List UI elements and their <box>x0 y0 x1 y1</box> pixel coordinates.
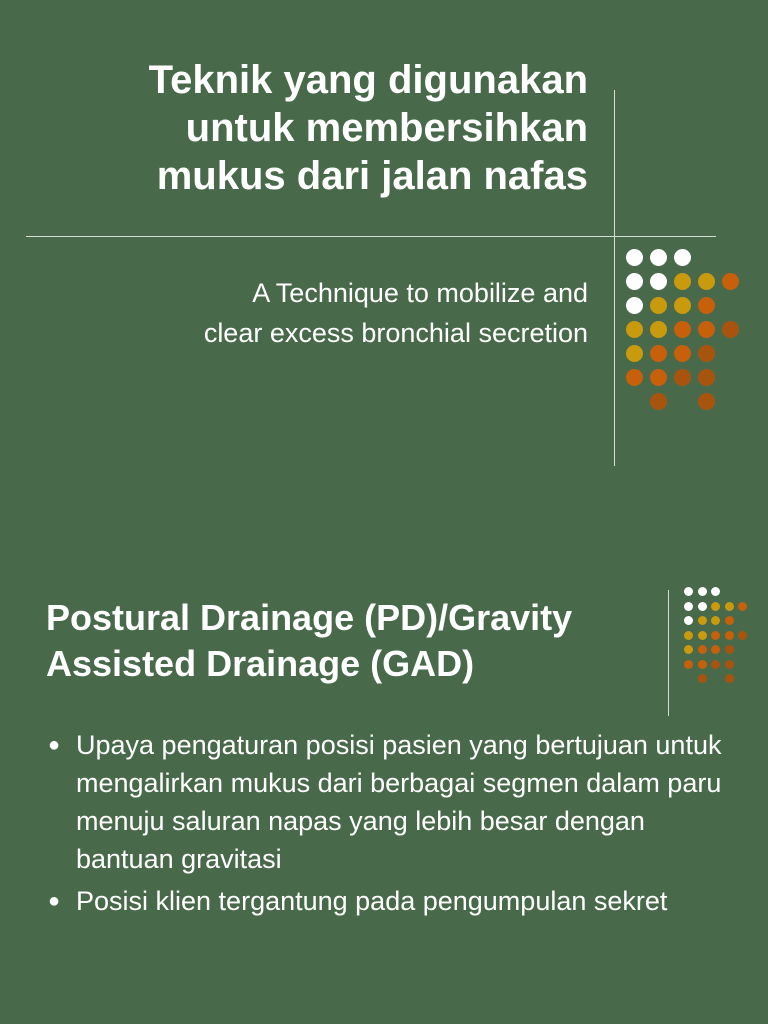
subtitle-line: clear excess bronchial secretion <box>203 318 588 348</box>
decorative-dot <box>698 345 715 362</box>
vertical-divider <box>614 90 615 466</box>
bullet-item <box>46 726 736 878</box>
decorative-dot <box>626 345 643 362</box>
decorative-dot <box>626 249 643 266</box>
bullet-icon: ● <box>48 734 61 756</box>
bullet-text: Posisi klien tergantung pada pengumpulan sekret <box>76 886 668 916</box>
decorative-dot <box>698 660 707 669</box>
horizontal-divider <box>26 236 716 237</box>
decorative-dot <box>698 631 707 640</box>
decorative-dot <box>626 369 643 386</box>
decorative-dot <box>725 616 734 625</box>
decorative-dot <box>698 273 715 290</box>
decorative-dot <box>711 587 720 596</box>
bullet-list <box>46 726 736 924</box>
subtitle-line: A Technique to mobilize and <box>252 278 588 308</box>
vertical-divider <box>668 590 669 716</box>
decorative-dot <box>674 249 691 266</box>
decorative-dot <box>698 674 707 683</box>
decorative-dot <box>725 645 734 654</box>
title-line: Postural Drainage (PD)/Gravity <box>46 597 573 638</box>
decorative-dot <box>650 321 667 338</box>
decorative-dot <box>674 345 691 362</box>
decorative-dot <box>698 393 715 410</box>
decorative-dot <box>650 393 667 410</box>
decorative-dot <box>650 345 667 362</box>
decorative-dot <box>684 645 693 654</box>
decorative-dot <box>722 321 739 338</box>
decorative-dot <box>698 369 715 386</box>
decorative-dot <box>650 273 667 290</box>
decorative-dot <box>626 297 643 314</box>
slide-1-title <box>40 56 588 200</box>
decorative-dot <box>738 631 747 640</box>
decorative-dot <box>711 616 720 625</box>
decorative-dot <box>698 297 715 314</box>
decorative-dot <box>722 273 739 290</box>
decorative-dot <box>725 602 734 611</box>
decorative-dot <box>725 631 734 640</box>
title-line: mukus dari jalan nafas <box>156 154 588 198</box>
decorative-dot <box>711 602 720 611</box>
decorative-dot <box>674 369 691 386</box>
decorative-dot <box>698 321 715 338</box>
decorative-dot <box>684 602 693 611</box>
bullet-item <box>46 882 736 920</box>
decorative-dot <box>684 631 693 640</box>
decorative-dot <box>698 616 707 625</box>
slide-2-title <box>46 595 664 687</box>
decorative-dot <box>684 587 693 596</box>
decorative-dot <box>674 273 691 290</box>
decorative-dot <box>698 587 707 596</box>
decorative-dot <box>711 631 720 640</box>
decorative-dot <box>626 273 643 290</box>
decorative-dot <box>698 602 707 611</box>
bullet-icon: ● <box>48 890 61 912</box>
decorative-dot <box>674 321 691 338</box>
decorative-dot <box>650 297 667 314</box>
title-line: Teknik yang digunakan <box>148 58 588 102</box>
decorative-dot <box>711 645 720 654</box>
decorative-dot <box>738 602 747 611</box>
title-line: Assisted Drainage (GAD) <box>46 643 475 684</box>
decorative-dot-grid <box>626 249 746 439</box>
decorative-dot <box>684 660 693 669</box>
decorative-dot <box>650 369 667 386</box>
decorative-dot <box>711 660 720 669</box>
slide-1-subtitle <box>40 273 588 353</box>
bullet-text: Upaya pengaturan posisi pasien yang bertujuan untuk mengalirkan mukus dari berbagai segmen dalam paru menuju saluran napas yang lebih besar dengan bantuan gravitasi <box>76 730 722 874</box>
decorative-dot-grid <box>684 587 754 699</box>
decorative-dot <box>725 660 734 669</box>
decorative-dot <box>626 321 643 338</box>
decorative-dot <box>684 616 693 625</box>
decorative-dot <box>725 674 734 683</box>
decorative-dot <box>698 645 707 654</box>
title-line: untuk membersihkan <box>185 106 588 150</box>
decorative-dot <box>674 297 691 314</box>
decorative-dot <box>650 249 667 266</box>
